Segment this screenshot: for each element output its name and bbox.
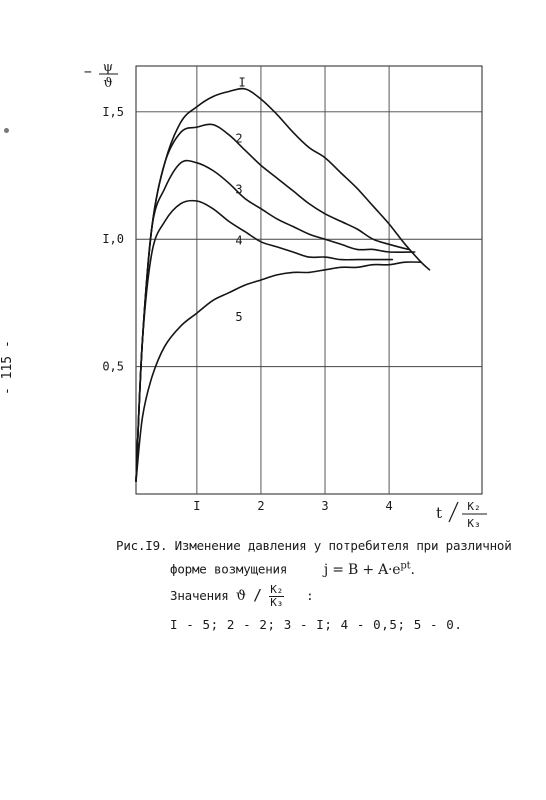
series-label-2: 2	[235, 131, 243, 146]
y-label-prefix: −	[84, 65, 92, 80]
caption-line-3	[116, 584, 536, 609]
x-tick-label: 2	[257, 499, 265, 513]
series-line-4	[136, 201, 392, 482]
x-label-numerator: K₂	[467, 500, 481, 513]
chart-labels	[84, 60, 487, 530]
formula-body: j = B + A·e	[323, 561, 401, 578]
x-tick-label: 3	[321, 499, 329, 513]
figure-caption	[116, 536, 536, 635]
series-label-1: I	[238, 75, 246, 90]
fraction-slash: /	[253, 585, 262, 604]
y-tick-label: I,0	[102, 232, 124, 247]
caption-theta: ϑ	[235, 587, 246, 604]
caption-formula	[324, 562, 415, 578]
chart-grid	[136, 66, 482, 494]
series-line-1	[136, 89, 430, 482]
caption-form-text: форме возмущения	[170, 561, 288, 577]
caption-fraction	[269, 584, 284, 609]
y-tick-label: I,5	[102, 104, 124, 119]
y-label-numerator: ψ	[102, 60, 114, 75]
caption-line-1	[116, 536, 536, 556]
series-label-5: 5	[235, 309, 243, 324]
caption-fraction-num: K₂	[270, 582, 284, 596]
series-label-4: 4	[235, 233, 243, 248]
caption-values: I - 5; 2 - 2; 3 - I; 4 - 0,5; 5 - 0.	[170, 616, 463, 632]
caption-line-4	[116, 615, 536, 635]
x-tick-label: I	[193, 499, 201, 513]
series-line-3	[136, 161, 415, 482]
x-tick-label: 4	[385, 499, 393, 513]
plot-frame	[136, 66, 482, 494]
caption-values-label: Значения	[170, 587, 229, 603]
series-line-2	[136, 124, 408, 481]
x-label-denominator: K₃	[467, 517, 481, 530]
caption-line-2	[116, 556, 536, 580]
x-label-slash	[449, 502, 458, 522]
page-number: - 115 -	[0, 340, 15, 395]
caption-title: Изменение давления у потребителя при различной	[174, 538, 512, 553]
caption-prefix: Рис.I9.	[116, 538, 168, 553]
formula-exponent: pt	[400, 560, 411, 571]
y-tick-label: 0,5	[102, 359, 124, 374]
x-label-variable: t	[436, 504, 443, 522]
y-label-denominator: ϑ	[103, 76, 113, 91]
caption-fraction-den: K₃	[270, 595, 284, 609]
formula-tail: .	[410, 561, 415, 578]
caption-colon: :	[306, 587, 314, 603]
chart-series	[136, 89, 430, 482]
series-line-5	[136, 262, 421, 481]
series-label-3: 3	[235, 182, 243, 197]
